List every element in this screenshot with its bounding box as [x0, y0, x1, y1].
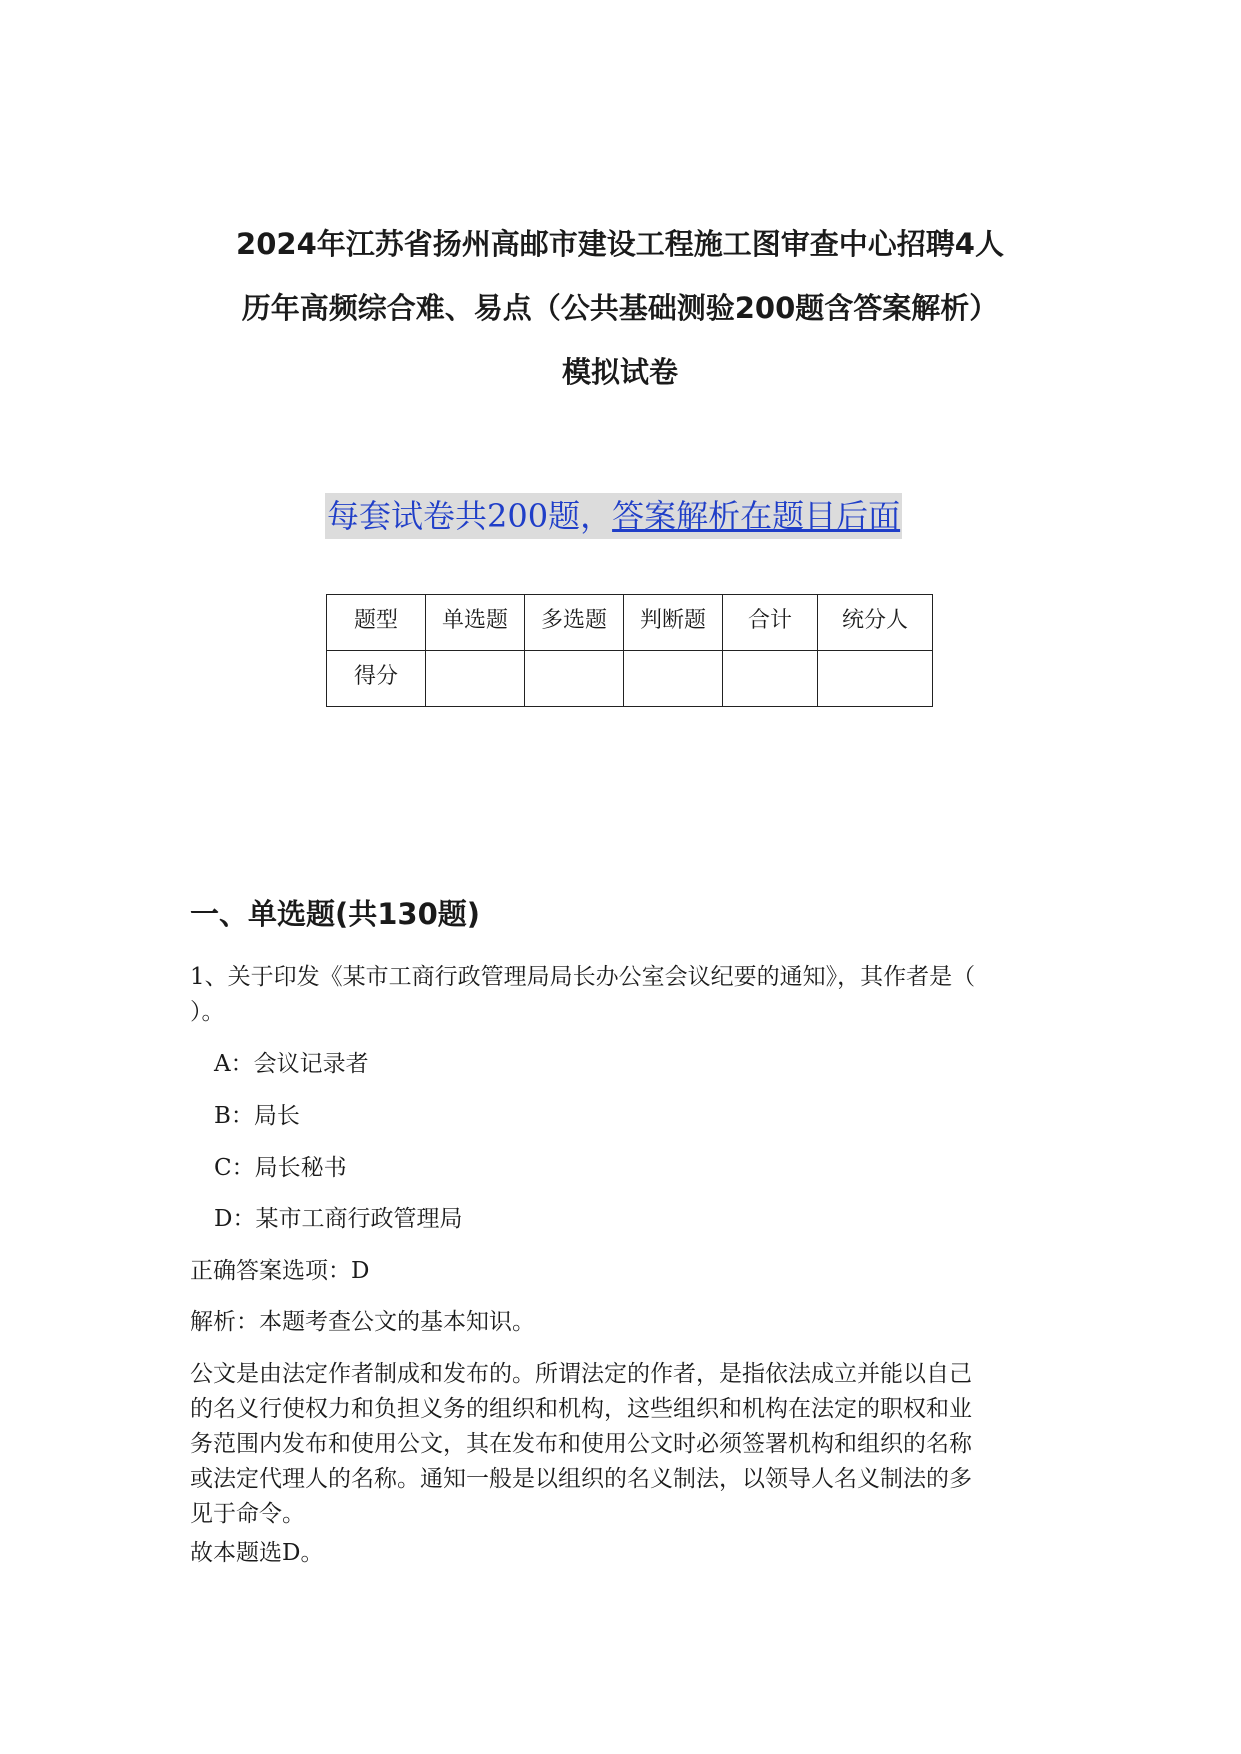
title-line-2: 历年高频综合难、易点（公共基础测验200题含答案解析） [241, 291, 999, 325]
score-table-header-row [327, 595, 933, 651]
question-stem [190, 960, 1060, 1030]
explanation-line-2: 的名义行使权力和负担义务的组织和机构，这些组织和机构在法定的职权和业 [190, 1396, 972, 1422]
header-cell-judge: 判断题 [624, 595, 723, 651]
score-cell-total[interactable] [723, 651, 818, 707]
header-cell-total: 合计 [723, 595, 818, 651]
explanation-line-5: 见于命令。 [190, 1501, 305, 1527]
score-cell-judge[interactable] [624, 651, 723, 707]
score-cell-single[interactable] [426, 651, 525, 707]
section-title: 一、单选题(共130题) [190, 897, 481, 931]
option-d: D：某市工商行政管理局 [214, 1206, 463, 1232]
score-table [326, 594, 933, 707]
correct-answer: 正确答案选项：D [190, 1258, 370, 1284]
option-a: A：会议记录者 [214, 1051, 369, 1077]
question-stem-line-2: ）。 [190, 999, 225, 1025]
answer-link[interactable]: 答案解析在题目后面 [612, 497, 901, 535]
conclusion: 故本题选D。 [190, 1540, 324, 1566]
title-line-3: 模拟试卷 [561, 355, 678, 389]
header-cell-type: 题型 [327, 595, 426, 651]
option-c: C：局长秘书 [214, 1155, 347, 1181]
banner-text: 每套试卷共200题， [327, 497, 613, 535]
header-cell-scorer: 统分人 [818, 595, 933, 651]
explanation [190, 1357, 1060, 1532]
score-cell-scorer[interactable] [818, 651, 933, 707]
explanation-line-1: 公文是由法定作者制成和发布的。所谓法定的作者，是指依法成立并能以自己 [190, 1361, 972, 1387]
header-cell-multi: 多选题 [525, 595, 624, 651]
question-stem-line-1: 1、关于印发《某市工商行政管理局局长办公室会议纪要的通知》，其作者是（ [190, 964, 976, 990]
score-cell-multi[interactable] [525, 651, 624, 707]
title-line-1: 2024年江苏省扬州高邮市建设工程施工图审查中心招聘4人 [236, 227, 1004, 261]
analysis-heading: 解析：本题考查公文的基本知识。 [190, 1309, 535, 1335]
score-table-score-row [327, 651, 933, 707]
explanation-line-4: 或法定代理人的名称。通知一般是以组织的名义制法，以领导人名义制法的多 [190, 1466, 972, 1492]
explanation-line-3: 务范围内发布和使用公文，其在发布和使用公文时必须签署机构和组织的名称 [190, 1431, 972, 1457]
notice-banner [325, 493, 902, 539]
option-b: B：局长 [214, 1103, 300, 1129]
header-cell-single: 单选题 [426, 595, 525, 651]
score-row-label: 得分 [327, 651, 426, 707]
document-title [180, 212, 1060, 404]
